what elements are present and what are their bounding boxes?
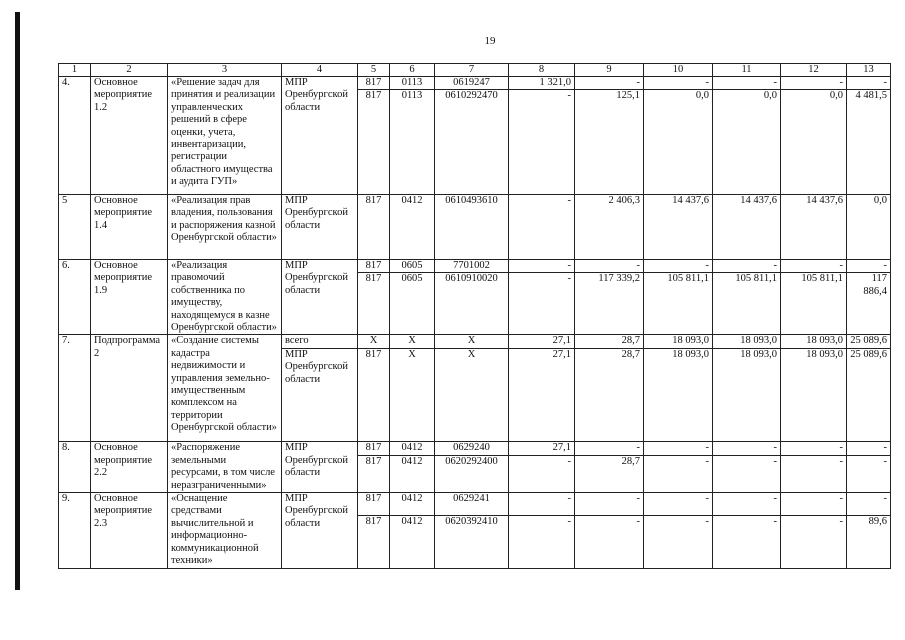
code-section: 0412 [390, 442, 435, 456]
value-col9: - [575, 442, 644, 456]
header-cell: 13 [847, 64, 891, 77]
value-col10: - [644, 516, 713, 568]
value-col8: - [509, 456, 575, 493]
value-col11: 18 093,0 [713, 335, 781, 348]
header-cell: 4 [282, 64, 358, 77]
code-target: 0610292470 [435, 90, 509, 195]
event-name: «Распоряжение земельными ресурсами, в том числе неразграниченными» [168, 442, 282, 493]
value-col8: 27,1 [509, 442, 575, 456]
value-col11: - [713, 516, 781, 568]
code-ministry: 817 [358, 273, 390, 335]
value-col9: 28,7 [575, 335, 644, 348]
code-section: 0412 [390, 493, 435, 516]
value-col11: 0,0 [713, 90, 781, 195]
header-row [59, 64, 891, 77]
code-ministry: 817 [358, 516, 390, 568]
event-name: «Решение задач для принятия и реализации управленческих решений в сфере оценки, учета, инвентаризации, регистрации областного имущества и аудита ГУП» [168, 77, 282, 195]
event-type: Основное мероприятие 1.4 [91, 195, 168, 260]
table-row [59, 493, 891, 516]
value-col13: - [847, 260, 891, 273]
code-ministry: Х [358, 335, 390, 348]
value-col10: - [644, 260, 713, 273]
code-ministry: 817 [358, 442, 390, 456]
row-number: 5 [59, 195, 91, 260]
code-target: 7701002 [435, 260, 509, 273]
code-target: 0629240 [435, 442, 509, 456]
header-cell: 6 [390, 64, 435, 77]
value-col9: 28,7 [575, 348, 644, 442]
row-number: 7. [59, 335, 91, 442]
value-col8: - [509, 516, 575, 568]
header-cell: 8 [509, 64, 575, 77]
value-col11: - [713, 442, 781, 456]
value-col8: 27,1 [509, 348, 575, 442]
code-section: 0113 [390, 77, 435, 90]
event-type: Основное мероприятие 2.2 [91, 442, 168, 493]
executor: МПР Оренбургской области [282, 260, 358, 335]
code-target: Х [435, 348, 509, 442]
value-col10: 0,0 [644, 90, 713, 195]
value-col9: 125,1 [575, 90, 644, 195]
header-cell: 3 [168, 64, 282, 77]
table-row [59, 442, 891, 456]
value-col13: 25 089,6 [847, 348, 891, 442]
executor: МПР Оренбургской области [282, 195, 358, 260]
code-section: 0605 [390, 273, 435, 335]
value-col13: - [847, 77, 891, 90]
code-target: 0620292400 [435, 456, 509, 493]
executor: МПР Оренбургской области [282, 493, 358, 568]
code-section: 0412 [390, 456, 435, 493]
executor: МПР Оренбургской области [282, 348, 358, 442]
value-col12: - [781, 456, 847, 493]
header-cell: 10 [644, 64, 713, 77]
table-row [59, 260, 891, 273]
code-section: 0412 [390, 195, 435, 260]
binder-edge [15, 12, 20, 590]
value-col11: 18 093,0 [713, 348, 781, 442]
event-name: «Оснащение средствами вычислительной и информационно-коммуникационной техники» [168, 493, 282, 568]
header-cell: 5 [358, 64, 390, 77]
executor: МПР Оренбургской области [282, 77, 358, 195]
value-col11: - [713, 260, 781, 273]
code-ministry: 817 [358, 260, 390, 273]
value-col13: 4 481,5 [847, 90, 891, 195]
value-col10: - [644, 456, 713, 493]
value-col9: - [575, 260, 644, 273]
value-col12: - [781, 516, 847, 568]
value-col10: 14 437,6 [644, 195, 713, 260]
value-col13: 117 886,4 [847, 273, 891, 335]
value-col10: - [644, 442, 713, 456]
event-type: Основное мероприятие 2.3 [91, 493, 168, 568]
executor: МПР Оренбургской области [282, 442, 358, 493]
value-col10: 18 093,0 [644, 335, 713, 348]
event-type: Подпрограмма 2 [91, 335, 168, 442]
value-col13: 25 089,6 [847, 335, 891, 348]
header-cell: 11 [713, 64, 781, 77]
value-col13: - [847, 493, 891, 516]
code-target: 0610493610 [435, 195, 509, 260]
code-target: 0610910020 [435, 273, 509, 335]
value-col10: 105 811,1 [644, 273, 713, 335]
value-col9: 28,7 [575, 456, 644, 493]
value-col9: - [575, 77, 644, 90]
event-name: «Реализация прав владения, пользования и распоряжения казной Оренбургской области» [168, 195, 282, 260]
header-cell: 1 [59, 64, 91, 77]
table-row [59, 77, 891, 90]
header-cell: 7 [435, 64, 509, 77]
value-col8: - [509, 493, 575, 516]
table-row [59, 195, 891, 260]
value-col12: - [781, 260, 847, 273]
page-number: 19 [484, 35, 496, 47]
code-target: 0619247 [435, 77, 509, 90]
row-number: 9. [59, 493, 91, 568]
value-col12: 18 093,0 [781, 348, 847, 442]
value-col11: - [713, 493, 781, 516]
code-section: 0113 [390, 90, 435, 195]
code-ministry: 817 [358, 456, 390, 493]
executor-total: всего [282, 335, 358, 348]
event-name: «Создание системы кадастра недвижимости и управления земельно-имущественным комплексом на территории Оренбургской области» [168, 335, 282, 442]
value-col8: - [509, 195, 575, 260]
value-col12: 14 437,6 [781, 195, 847, 260]
value-col11: 105 811,1 [713, 273, 781, 335]
header-cell: 9 [575, 64, 644, 77]
code-target: Х [435, 335, 509, 348]
code-ministry: 817 [358, 348, 390, 442]
value-col12: 105 811,1 [781, 273, 847, 335]
event-type: Основное мероприятие 1.2 [91, 77, 168, 195]
row-number: 4. [59, 77, 91, 195]
code-target: 0620392410 [435, 516, 509, 568]
event-name: «Реализация правомочий собственника по имуществу, находящемуся в казне Оренбургской области» [168, 260, 282, 335]
row-number: 8. [59, 442, 91, 493]
value-col12: - [781, 493, 847, 516]
value-col9: 2 406,3 [575, 195, 644, 260]
value-col10: - [644, 493, 713, 516]
code-target: 0629241 [435, 493, 509, 516]
header-cell: 12 [781, 64, 847, 77]
value-col11: - [713, 77, 781, 90]
value-col13: 89,6 [847, 516, 891, 568]
value-col12: - [781, 442, 847, 456]
code-ministry: 817 [358, 77, 390, 90]
value-col11: - [713, 456, 781, 493]
value-col13: - [847, 442, 891, 456]
budget-table [58, 63, 891, 569]
value-col12: - [781, 77, 847, 90]
value-col9: - [575, 516, 644, 568]
table-row [59, 335, 891, 348]
value-col10: 18 093,0 [644, 348, 713, 442]
event-type: Основное мероприятие 1.9 [91, 260, 168, 335]
value-col12: 18 093,0 [781, 335, 847, 348]
code-ministry: 817 [358, 493, 390, 516]
row-number: 6. [59, 260, 91, 335]
value-col11: 14 437,6 [713, 195, 781, 260]
value-col8: 27,1 [509, 335, 575, 348]
code-section: 0412 [390, 516, 435, 568]
value-col12: 0,0 [781, 90, 847, 195]
value-col8: 1 321,0 [509, 77, 575, 90]
code-section: Х [390, 335, 435, 348]
value-col8: - [509, 273, 575, 335]
value-col8: - [509, 90, 575, 195]
code-section: 0605 [390, 260, 435, 273]
code-ministry: 817 [358, 90, 390, 195]
value-col13: - [847, 456, 891, 493]
code-ministry: 817 [358, 195, 390, 260]
value-col10: - [644, 77, 713, 90]
header-cell: 2 [91, 64, 168, 77]
value-col9: 117 339,2 [575, 273, 644, 335]
value-col9: - [575, 493, 644, 516]
value-col8: - [509, 260, 575, 273]
value-col13: 0,0 [847, 195, 891, 260]
code-section: Х [390, 348, 435, 442]
